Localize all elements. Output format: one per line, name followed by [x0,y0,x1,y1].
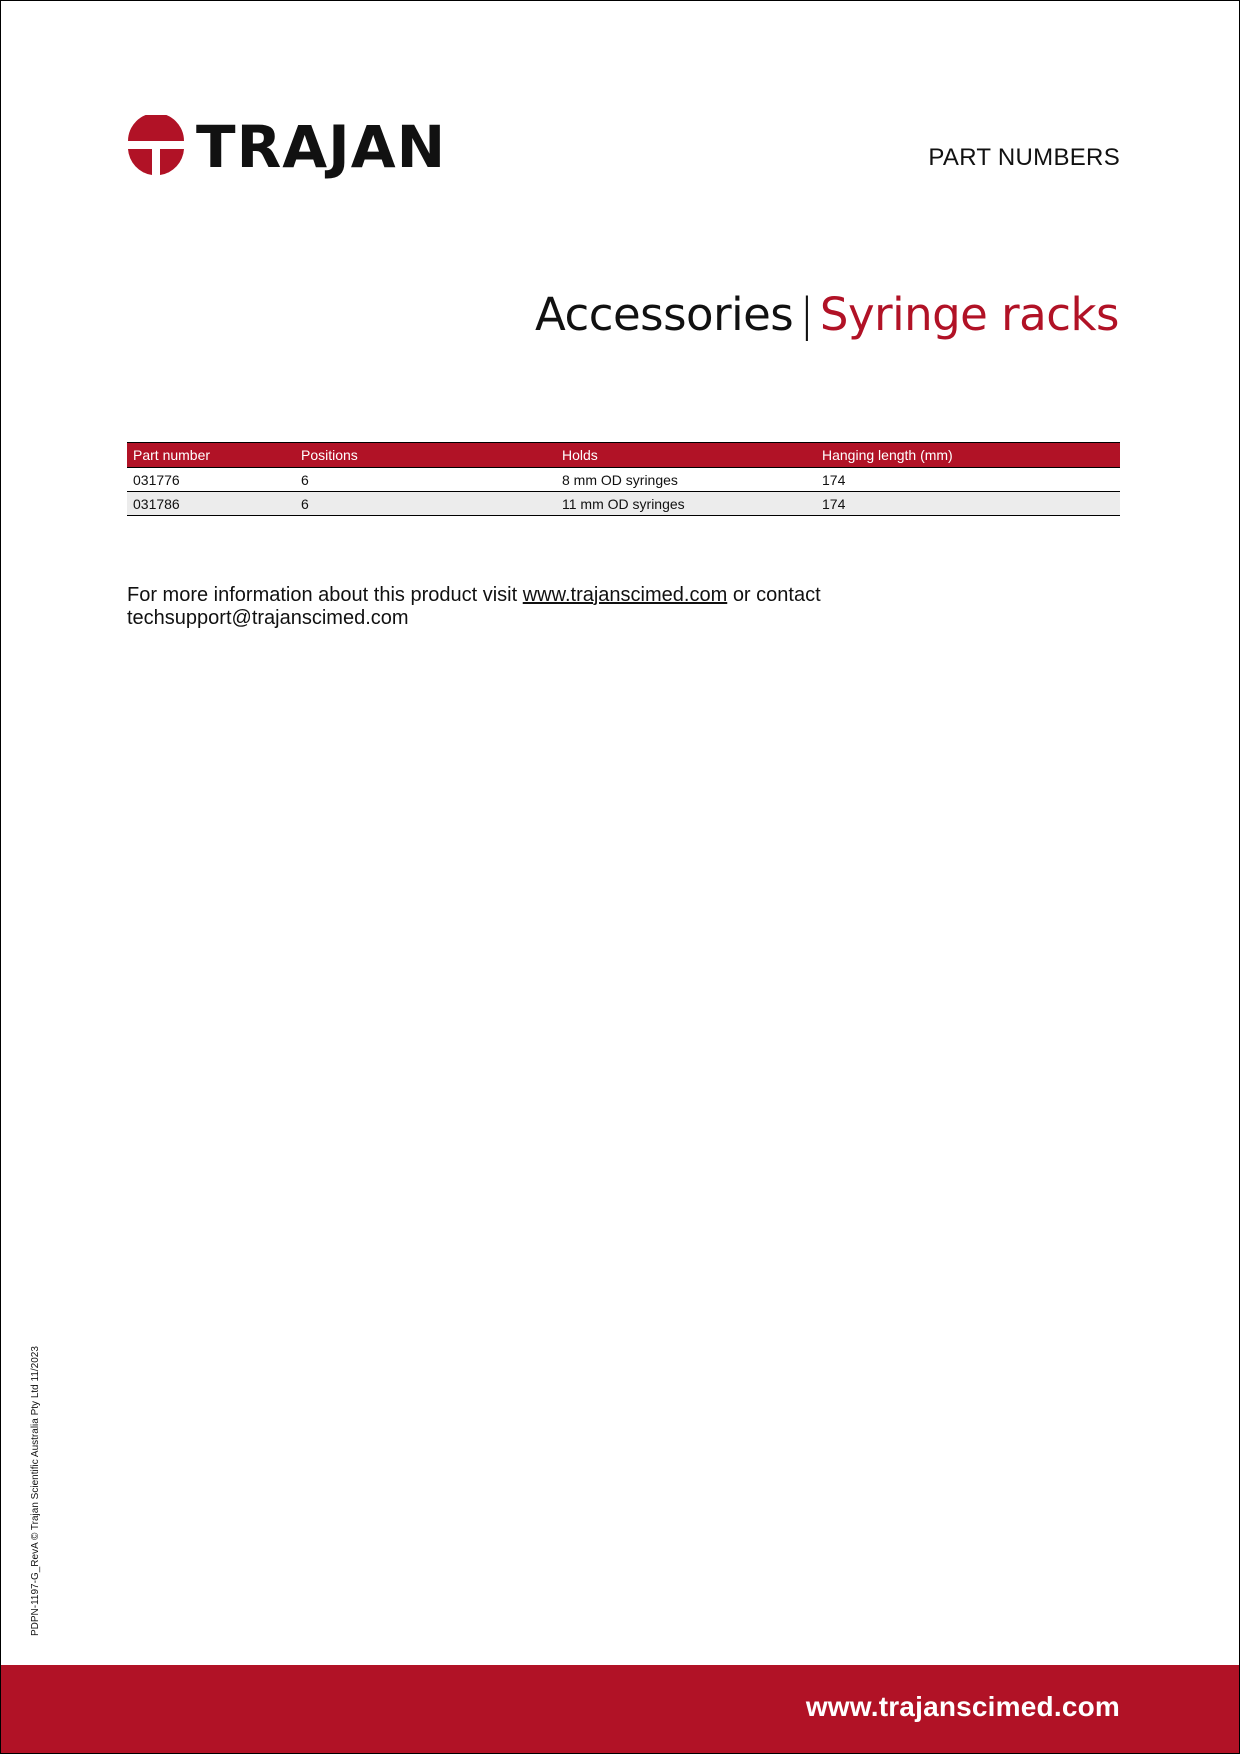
column-header-positions: Positions [295,443,556,468]
column-header-part-number: Part number [127,443,295,468]
cell-positions: 6 [295,492,556,516]
logo-wordmark: TRAJAN [196,113,447,181]
footer-website-link[interactable]: www.trajanscimed.com [805,1691,1120,1722]
table-row [127,492,1120,516]
part-numbers-table [127,442,1120,516]
page-title [535,290,1119,340]
website-link[interactable]: www.trajanscimed.com [522,584,728,606]
cell-hanging-length: 174 [816,492,1120,516]
title-product: Syringe racks [819,288,1119,341]
cell-holds: 8 mm OD syringes [556,468,816,492]
cell-positions: 6 [295,468,556,492]
cell-holds: 11 mm OD syringes [556,492,816,516]
info-prefix: For more information about this product visit [127,584,518,606]
cell-hanging-length: 174 [816,468,1120,492]
info-middle: or contact [732,584,821,606]
cell-part-number: 031776 [127,468,295,492]
more-info-text [127,584,1027,630]
column-header-hanging-length: Hanging length (mm) [816,443,1120,468]
support-email[interactable]: techsupport@trajanscimed.com [127,607,409,629]
column-header-holds: Holds [556,443,816,468]
title-separator: | [799,288,814,341]
document-code: PDPN-1197-G_RevA © Trajan Scientific Australia Pty Ltd 11/2023 [30,1346,41,1636]
document-type-label: PART NUMBERS [928,144,1120,171]
trajan-logo-icon [124,115,188,179]
table-header-row [127,443,1120,468]
trajan-logo [124,112,446,182]
cell-part-number: 031786 [127,492,295,516]
title-category: Accessories [535,288,794,341]
table-row [127,468,1120,492]
